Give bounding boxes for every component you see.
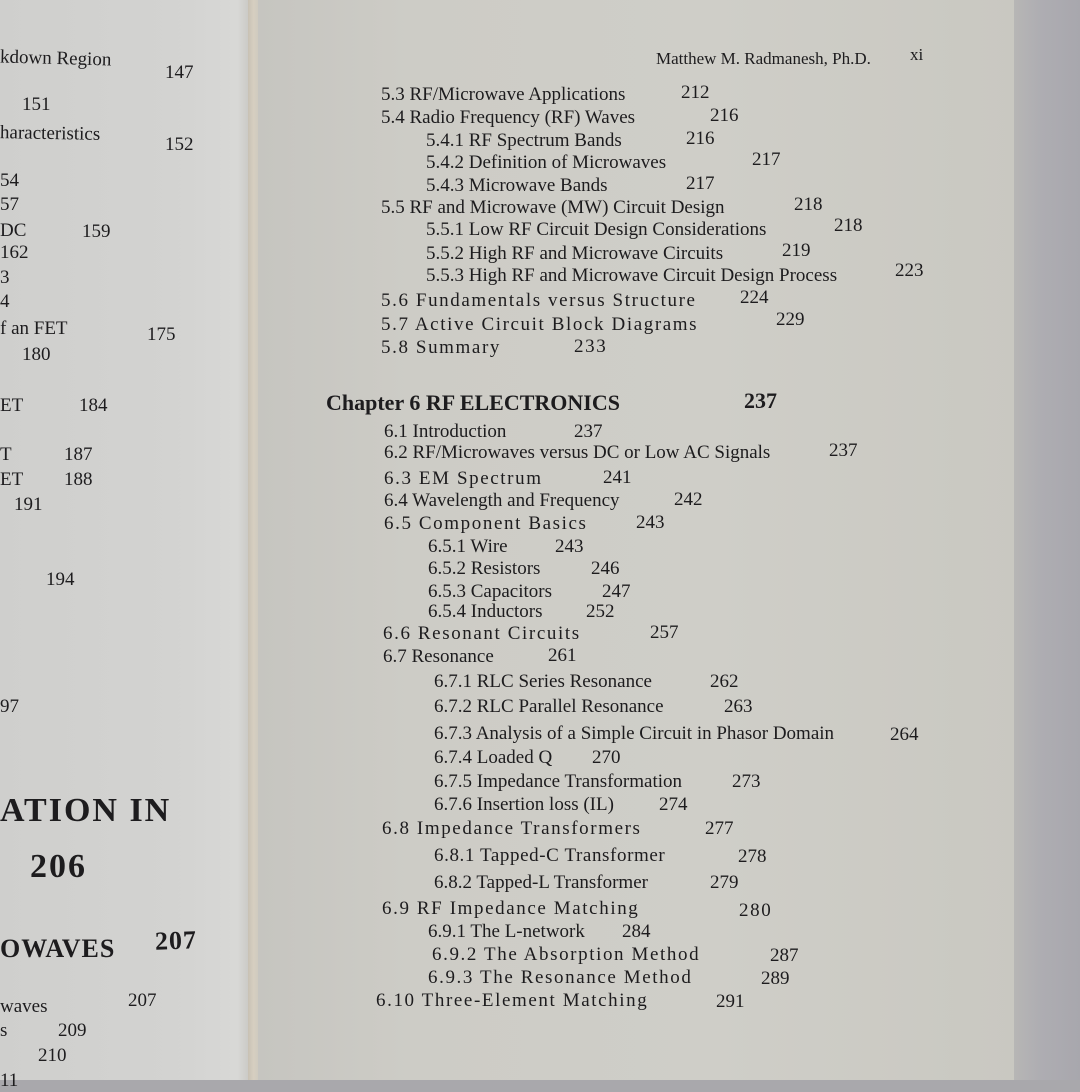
left-page xyxy=(0,0,250,1091)
toc-entry: 6.1 Introduction xyxy=(384,421,507,442)
toc-entry-page: 257 xyxy=(650,622,679,643)
toc-entry-page: 278 xyxy=(738,846,767,867)
toc-entry: 6.7.6 Insertion loss (IL) xyxy=(434,794,614,815)
toc-entry: 6.5.3 Capacitors xyxy=(428,581,553,602)
page-number: xi xyxy=(910,45,924,64)
toc-entry-page: 237 xyxy=(829,440,858,461)
chapter-heading: Chapter 6 RF ELECTRONICS xyxy=(326,390,620,415)
toc-entry-page: 233 xyxy=(574,336,608,357)
toc-text: haracteristics xyxy=(0,122,101,145)
toc-entry-page: 241 xyxy=(603,467,632,488)
toc-entry: 5.5.3 High RF and Microwave Circuit Design Process xyxy=(426,265,838,286)
toc-text: kdown Region xyxy=(0,46,112,71)
toc-text: 97 xyxy=(0,696,19,717)
toc-entry: 5.4 Radio Frequency (RF) Waves xyxy=(381,107,636,128)
toc-entry-page: 270 xyxy=(592,747,621,768)
toc-entry-page: 217 xyxy=(752,149,781,170)
toc-entry-page: 261 xyxy=(548,645,577,666)
toc-entry-page: 264 xyxy=(890,724,919,745)
toc-text: ET xyxy=(0,395,24,416)
toc-page: 207 xyxy=(128,990,157,1011)
toc-entry: 5.3 RF/Microwave Applications xyxy=(381,84,626,105)
toc-entry: 6.10 Three-Element Matching xyxy=(376,990,649,1011)
toc-entry-page: 263 xyxy=(724,696,753,717)
toc-entry-page: 216 xyxy=(686,128,715,149)
toc-page: 159 xyxy=(82,221,111,242)
toc-entry-page: 212 xyxy=(681,82,710,103)
toc-entry: 6.3 EM Spectrum xyxy=(384,468,543,489)
toc-entry: 5.4.1 RF Spectrum Bands xyxy=(426,130,622,151)
toc-entry-page: 216 xyxy=(710,105,739,126)
toc-entry-page: 237 xyxy=(574,421,603,442)
toc-text: 11 xyxy=(0,1070,19,1091)
toc-entry: 6.9 RF Impedance Matching xyxy=(382,898,640,919)
page-edge xyxy=(1014,0,1080,1080)
toc-text: f an FET xyxy=(0,318,68,339)
chapter-page: 206 xyxy=(30,848,87,885)
toc-page: 188 xyxy=(64,469,93,490)
toc-entry: 6.2 RF/Microwaves versus DC or Low AC Signals xyxy=(384,442,771,463)
toc-entry-page: 243 xyxy=(636,512,665,533)
toc-text: 4 xyxy=(0,291,10,312)
toc-entry-page: 219 xyxy=(782,240,811,261)
toc-entry: 5.5.2 High RF and Microwave Circuits xyxy=(426,243,724,264)
toc-text: T xyxy=(0,444,12,465)
toc-entry-page: 217 xyxy=(686,173,715,194)
toc-entry: 5.8 Summary xyxy=(381,337,501,358)
toc-entry: 5.5.1 Low RF Circuit Design Considerations xyxy=(426,219,767,240)
toc-entry-page: 224 xyxy=(740,287,769,308)
toc-text: ET xyxy=(0,469,24,490)
toc-entry: 6.7 Resonance xyxy=(383,646,494,667)
toc-entry-page: 223 xyxy=(895,260,924,281)
toc-entry: 6.8.2 Tapped-L Transformer xyxy=(434,872,648,893)
toc-entry: 6.4 Wavelength and Frequency xyxy=(384,490,620,511)
toc-entry: 6.9.3 The Resonance Method xyxy=(428,967,693,988)
toc-entry: 6.8 Impedance Transformers xyxy=(382,818,642,839)
toc-text: 162 xyxy=(0,242,29,263)
toc-entry: 6.9.2 The Absorption Method xyxy=(432,944,701,965)
toc-entry: 6.7.3 Analysis of a Simple Circuit in Phasor Domain xyxy=(434,723,835,744)
toc-entry-page: 284 xyxy=(622,921,651,942)
toc-entry: 6.7.5 Impedance Transformation xyxy=(434,771,683,792)
toc-entry: 6.7.2 RLC Parallel Resonance xyxy=(434,696,664,717)
toc-page: 187 xyxy=(64,444,93,465)
toc-entry: 6.7.4 Loaded Q xyxy=(434,747,553,768)
toc-entry-page: 262 xyxy=(710,671,739,692)
toc-entry: 5.4.2 Definition of Microwaves xyxy=(426,152,667,173)
toc-text: 57 xyxy=(0,194,19,215)
toc-entry-page: 287 xyxy=(770,945,799,966)
toc-entry: 6.5.1 Wire xyxy=(428,536,508,557)
toc-entry-page: 218 xyxy=(794,194,823,215)
toc-text: DC xyxy=(0,220,27,241)
toc-entry: 5.5 RF and Microwave (MW) Circuit Design xyxy=(381,197,725,218)
toc-entry: 6.7.1 RLC Series Resonance xyxy=(434,671,652,692)
toc-entry: 5.7 Active Circuit Block Diagrams xyxy=(381,314,699,335)
toc-page: 152 xyxy=(165,134,194,155)
chapter-page: 207 xyxy=(154,925,198,956)
toc-page: 175 xyxy=(147,324,176,345)
toc-page: 210 xyxy=(38,1045,67,1066)
toc-page: 147 xyxy=(165,62,194,83)
toc-entry-page: 274 xyxy=(659,794,688,815)
toc-entry-page: 279 xyxy=(710,872,739,893)
toc-text: s xyxy=(0,1020,8,1041)
toc-text: waves xyxy=(0,996,48,1017)
toc-entry: 6.9.1 The L-network xyxy=(428,921,585,942)
toc-page: 209 xyxy=(58,1020,87,1041)
chapter-title-fragment: ATION IN xyxy=(0,792,172,829)
toc-entry-page: 280 xyxy=(739,900,773,921)
toc-entry-page: 242 xyxy=(674,489,703,510)
running-header-author: Matthew M. Radmanesh, Ph.D. xyxy=(656,49,871,68)
toc-entry: 6.6 Resonant Circuits xyxy=(383,623,581,644)
toc-page: 180 xyxy=(22,344,51,365)
toc-entry-page: 246 xyxy=(591,558,620,579)
toc-entry-page: 229 xyxy=(776,309,805,330)
chapter-title-fragment: OWAVES xyxy=(0,934,116,963)
right-page xyxy=(258,0,1018,1080)
toc-entry-page: 291 xyxy=(716,991,745,1012)
toc-entry-page: 289 xyxy=(761,968,790,989)
chapter-page: 237 xyxy=(744,388,777,413)
toc-entry: 5.4.3 Microwave Bands xyxy=(426,175,608,196)
toc-text: 3 xyxy=(0,267,10,288)
toc-entry-page: 247 xyxy=(602,581,631,602)
toc-page: 184 xyxy=(79,395,108,416)
toc-page: 151 xyxy=(22,94,51,115)
toc-entry-page: 218 xyxy=(834,215,863,236)
toc-page: 194 xyxy=(46,569,75,590)
toc-entry: 6.8.1 Tapped-C Transformer xyxy=(434,845,666,866)
toc-entry-page: 277 xyxy=(705,818,734,839)
toc-entry-page: 252 xyxy=(586,601,615,622)
toc-entry: 5.6 Fundamentals versus Structure xyxy=(381,290,697,311)
toc-entry: 6.5.4 Inductors xyxy=(428,601,543,622)
toc-entry-page: 243 xyxy=(555,536,584,557)
toc-entry: 6.5.2 Resistors xyxy=(428,558,541,579)
toc-text: 54 xyxy=(0,170,19,191)
toc-entry: 6.5 Component Basics xyxy=(384,513,588,534)
toc-entry-page: 273 xyxy=(732,771,761,792)
toc-page: 191 xyxy=(14,494,43,515)
